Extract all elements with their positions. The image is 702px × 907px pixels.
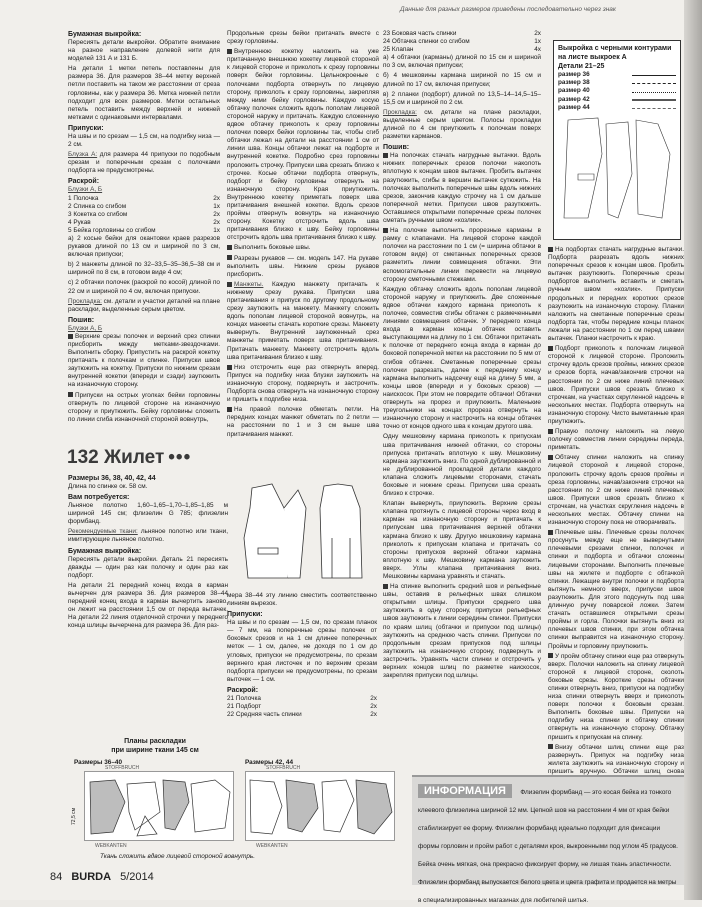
interfacing-text: см. детали и участки деталей на плане раскладки, выделенные серым цветом. [68,297,220,313]
size-label: размер 38 [558,79,590,87]
bullet-icon [227,407,232,412]
text-block [383,583,541,680]
text-block [68,298,220,314]
part-name: Спинка со сгибом [73,202,127,210]
part-number: 22 [227,711,235,719]
bullet-text: Выполнить боковые швы. [234,244,311,252]
part-name: Бейка горловины со сгибом [73,226,156,234]
bullet-text: На правой полочке обметать петли. На передних концах манжет обметать по 2 петли — на расстоянии по 1 и 3 см выше шва притачивания манжет. [227,406,379,438]
heading-cutting: Раскрой: [68,178,100,186]
column-2-lower [227,592,377,752]
fold-label: STOFFBRUCH [105,765,140,771]
text-block [548,529,684,650]
part-name: Рукав [73,218,91,226]
text-block: На детали 21 передний конец входа в карман вычерчен для размера 36. Для размеров 38–44 передний конец входа в карман вычертить заново, он лежит на расстоянии 1,5 см от переда вытачек. На детали 22 линия отделочной строчки у переднего конца шлицы вычерчена для размера 36. Для раз- [68,581,228,630]
caption [100,853,300,863]
part-qty: 1x [213,226,220,234]
part-qty: 2x [370,694,377,702]
text-block: Клапан вывернуть, приутюжить. Верхние срезы клапана протянуть с лицевой стороны через вход в карман на изнаночную сторону и притачать к припускам шва притачивания верхней обтачки кармана близко к шву. Другую мешковину кармана приколоть к припускам клапана и притачать со стороны припусков верхней обтачки кармана вплотную к шву. Мешковину кармана заутюжить вверх. Углы клапана притачивания вниз. Мешковины кармана уравнять и стачать. [383,500,541,580]
part-number: 21 [227,694,235,702]
part-qty: 2x [213,218,220,226]
caption-text: Ткань сложить вдвое лицевой стороной вовнутрь. [100,853,256,860]
text-block: На детали 1 метки петель поставлены для размера 36. Для размеров 38–44 метку верхней петли поставить на таком же расстоянии от среза горловины, как у размера 36. Метка нижней петли подходит для всех размеров. Метки остальных петель поставить между верхней и нижней метками с одинаковыми интервалами. [68,65,220,121]
part-number: 24 [383,38,391,46]
bullet-icon [548,455,553,460]
size-legend [558,71,676,112]
part-number: 1 [68,194,72,202]
width-label-1 [70,795,84,825]
text-block: мера 38–44 эту линию сместить соответственно линиям вырезок. [227,592,377,608]
parts-list-row [383,38,541,46]
part-qty: 2x [213,210,220,218]
text-block: б) 4 мешковины кармана шириной по 15 см и длиной по 17 см, включая припуски; [383,72,541,88]
bullet-text: Низ отстрочить еще раз отвернуть вперед. Припуск на подгибку низа блузки заутюжить на изнаночную сторону, подвернуть и застрочить. Подборта снова отвернуть на изнаночную сторону и пришить к подгибке низа. [227,363,379,404]
text-block: Продольные срезы бейки притачать вместе с срезу горловины. [227,30,379,46]
plan1-label-text: Размеры 36–40 [74,759,123,766]
page-footer [50,871,154,883]
text-block: Пересиять детали выкройки. Обратите внимание на разное направление долевой нити для моделей 131 А и 131 Б. [68,39,220,63]
text-block: a) 2 косые бейки для окантовки краев разрезов рукавов длиной по 13 см и шириной по 3 см, включая припуски; [68,234,220,259]
line-style-solid [632,71,676,76]
part-qty: 2x [534,30,541,37]
text-block [227,406,379,438]
bullet-icon [383,153,388,158]
layout-plan-drawing [85,772,235,842]
text-block [227,244,379,252]
plans-title [95,737,215,757]
box-parts: Детали 21–25 [558,63,605,70]
size-label: размер 36 [558,71,590,78]
brand-name: BURDA [71,871,112,883]
parts-list-row [68,195,220,203]
layout-plan-36-40 [84,765,234,849]
pattern-sketch [558,114,676,224]
page-edge-shadow [684,0,702,900]
bullet-icon [227,365,232,370]
bullet-text: На подбортах стачать нагрудные вытачки. Подборта разрезать вдоль нижних поперечных срезов к концам швов. Пробить вытачек разутюжить. Поперечные срезы подбортов выполнить вставить и сметать ручным швом «козлик». Припуски продольных и передних коротких срезов разутюжить на изнаночную сторону. Планки наложить на сметанные поперечные срезы подборта так, чтобы передние концы планок лежали на расстоянии по 1 см перед швами вытачек. Планки настрочить к краю. [548,246,684,343]
subheading-blouses: Блузки А, Б [68,186,103,194]
heading-materials: Вам потребуется: [68,494,130,502]
part-qty: 2x [370,711,377,719]
parts-list-row [68,211,220,219]
column-1-lower [68,474,228,732]
column-2 [227,30,379,444]
size-legend-row [558,87,676,95]
text-block: Каждую обтачку сложить вдоль пополам лицевой стороной наружу и приутюжить. Две сложенные вдвое обтачки каждого кармана приколоть к полочке, совместив сгибы обтачек с размеченными линиями совмещения обтачек. У переднего конца входа в карман концы обтачек оставить выступающими на длину по 1 см. Обтачки притачать к полочке от переднего конца входа в карман до боковой поперечной метки на расстоянии по 5 мм от сгибов обтачек. Сметанные поперечные срезы полочки разрезать, далее к переднему концу кармана выполнить надсечку ещё на длину 5 мм, а концы швов (впереди и у боковых срезов) — наискосок. При этом не повредите обтачки! Обтачки отвернуть на прорез и приутюжить. Маленькие треугольники на концах прореза отвернуть на изнаночную сторону и настрочить на концы обтачек точно от концов одного шва к концам другого шва. [383,285,541,431]
line-style-dashdot [632,104,676,109]
column-1 [68,30,220,438]
text-block: Льняное полотно 1,60–1,65–1,70–1,85–1,85 м шириной 145 см; флизелин G 785; флизелин формбанд. [68,502,228,526]
part-number: 4 [68,218,72,226]
difficulty-dots: ••• [168,447,192,468]
parts-list-row [227,695,377,703]
text-block [227,281,379,362]
subheading-blouses-sewing: Блузки А, Б [68,324,103,332]
bullet-icon [548,653,553,658]
text-block [548,345,684,426]
heading-sewing-2: Пошив: [383,144,410,152]
text-block [383,227,541,284]
plan2-label-text: Размеры 42, 44 [245,759,294,766]
plans-title-1: Планы раскладки [124,738,186,745]
bullet-text: У пройм обтачку спинки еще раз отвернуть вверх. Полочки наложить на спинку лицевой стороной к лицевой стороне, сколоть боковые срезы. Короткие срезы обтачки спинки отвернуть вниз, припуски на подгибку низа спинки отвернуть вверх и приколоть поверх полочки к боковым срезам. Выполнить боковые швы. Припуски на подгибку низа спинки и обтачку спинки отвернуть на изнаночную сторону. Обтачку пришить к припускам на спинку. [548,652,684,741]
line-style-thick [632,96,676,101]
info-tag: ИНФОРМАЦИЯ [418,784,512,798]
text-block [68,151,220,175]
vest-illustration [232,478,372,588]
bullet-icon [548,530,553,535]
part-number: 5 [68,226,72,234]
box-title: Выкройка с черными контурами на листе выкроек А [558,45,672,61]
page-number: 84 [50,871,63,883]
bullet-text: На полочке выполнить прорезные карманы в рамку с клапанами. На лицевой стороне каждой полочки на расстоянии по 1 см (= ширина обтачки в готовом виде) от сметанных поперечных срезов разметить линии совмещения обтачки. Эти вспомогательные линии перевести на лицевую сторону сметочными стежками. [383,227,541,283]
text-block [227,255,379,279]
bullet-icon [548,744,553,749]
part-qty: 1x [213,202,220,210]
bullet-text: Обтачку спинки наложить на спинку лицевой стороной к лицевой стороне, проложить строчку вдоль срезов проймы и среза горловины, начав/закончив строчки на расстоянии по 2 см ниже линий плечевых швов. Припуски швов срезать близко к строчкам, на участках скругления надсечь в нескольких местах. Обтачку спинки на изнаночную сторону пока не отворачивать. [548,454,684,527]
size-legend-row [558,71,676,79]
selvage-label: WEBKANTEN [95,843,127,849]
heading-paper-pattern-2: Бумажная выкройка: [68,547,142,555]
heading-cutting-2: Раскрой: [227,686,259,694]
cuffs-label: Манжеты. [234,280,264,288]
selvage-label: WEBKANTEN [256,843,288,849]
bullet-text: Верхние срезы полочек и верхний срез спинки присборить между метками-звездочками. Выполнить сборку. Припустить на раскрой кокетку притачать к полочкам и спинке. Припуски швов заутюжить на кокетку. Припуски по нижним срезам внутренней кокетки (впереди и сзади) заутюжить на изнаночную сторону. [68,332,220,389]
part-name: Клапан [391,46,414,54]
bullet-icon [383,228,388,233]
fold-label: STOFFBRUCH [266,765,301,771]
width-text: 72,5 см [71,807,77,825]
blouse-a-text: для размера 44 припуски по подобным срезам и поперечным срезам с полочками подборта не предусмотрены. [68,151,221,175]
text-block [548,246,684,343]
text-block: На швы и по срезам — 1,5 см, по срезам планок — 7 мм, на поперечные срезы полочек от боковых срезов и на 1 см длинее поперечных меток — 1 см, далее, не доходя по 1 см до угловых, припуски не предусмотрены, по срезам верхнего края листочек и по верхним срезам подборта припуски не предусмотрены, по срезам выточек — 1 см. [227,619,377,683]
part-name: Полочка [235,694,261,702]
heading-sewing: Пошив: [68,316,95,324]
text-block: c) 2 обтачки полочек (раскрой по косой) длиной по 22 см и шириной по 4 см, включая припуски. [68,279,220,295]
vest-drawing [232,478,372,588]
interfacing-label: Прокладка: [68,297,102,305]
bullet-icon [227,255,232,260]
part-qty: 2x [213,194,220,202]
part-number: 23 [383,30,391,37]
parts-list [68,195,220,235]
bullet-icon [68,334,73,339]
layout-plan-drawing [246,772,396,842]
bullet-text: Подборт приколоть к полочкам лицевой стороной к лицевой стороне. Проложить строчку вдоль срезов проймы, нижних срезов и срезов борта, начав/закончив строчки на расстоянии по 2 см ниже линий плечевых швов. Припуски швов срезать близко к строчкам, на участках скругленной надсечь в нескольких местах. Подборта отвернуть на изнаночную сторону. Чисто выметанные края приутюжить. [548,345,684,425]
size-legend-row [558,96,676,104]
size-label: размер 44 [558,103,590,111]
part-qty: 2x [370,703,377,711]
header-note: Данные для разных размеров приведены последовательно через знак [400,6,616,13]
bullet-text: На спинке выполнить средний шов и рельефные швы, оставив в рельефных швах слишком открытыми шлицы. Припуски среднего шва заутюжить в одну сторону, припуски рельефных швов заутюжить к линии середины спинки. Припуски по краям шлиц (обтачки и припуски под шлицы) заутюжить на среднюю часть спинки. Припуски по продольным срезам припусков под шлицы заутюжить на изнаночную сторону, подвернуть и застрочить. Уравнять части спинки и отстрочить у верхних концов шлиц по разметке наискосок, закрепляя припуски под шлицы. [383,583,541,680]
size-legend-row [558,104,676,112]
column-3 [383,30,541,770]
text-block: а) 4 обтачки (карманы) длиной по 15 см и шириной по 3 см, включая припуски; [383,54,541,70]
bullet-icon [548,429,553,434]
text-block [68,392,220,424]
heading-allowances: Припуски: [68,124,104,132]
model-title-text: 132 Жилет [67,447,165,468]
interfacing-text: см. детали на плане раскладки, выделенные серым цветом. Полосы прокладки длиной по 4 см приутюжить к полочкам поверх разметки карманов. [383,108,541,141]
heading-paper-pattern: Бумажная выкройка: [68,31,142,38]
heading-allowances-2: Припуски: [227,611,263,619]
info-text: Флизелин формбанд — это косая бейка из тонкого клеевого флизелина шириной 12 мм. Цепной шов на расстоянии 4 мм от края бейки стабилизирует ее форму. Флизелин формбанд идеально подходит для фиксации формы горловин и пройм работ с деталями кроя, выкроенными под углом 45 градусов. Бейка очень мягкая, она прекрасно фиксирует форму, не лишая ткань эластичности. Флизелин формбанд выпускается белого цвета и цвета графита и продается на метры в специализированных магазинах для любителей шитья. [418,789,678,904]
parts-list-row [227,711,377,719]
text-block: b) 2 манжеты длиной по 32–33,5–35–36,5–38 см и шириной по 8 см, в готовом виде 4 см; [68,261,220,277]
text-block [68,528,228,544]
text-block: в) 2 планки (подборт) длиной по 13,5–14–14,5–15–15,5 см и шириной по 2 см. [383,90,541,106]
text-block [227,48,379,242]
parts-list-row [68,203,220,211]
part-number: 3 [68,210,72,218]
parts-list-row [68,219,220,227]
part-number: 2 [68,202,72,210]
bullet-icon [227,49,232,54]
text-block [227,364,379,404]
part-qty: 4x [534,46,541,54]
size-legend-row [558,79,676,87]
text-block: Одну мешковину кармана приколоть к припускам шва притачивания нижней обтачки, со стороны припуска притачать вплотную к шву. Мешковину кармана заутюжить вниз. По одной дублированной и не дублированной прокладкой детали каждого клапана сложить лицевыми сторонами, стачать боковые и нижние срезы. Припуски шва срезать близко к строчке. [383,433,541,498]
size-label: размер 40 [558,87,590,95]
fabric-label: Рекомендуемые ткани: [68,528,138,536]
part-name: Полочка [73,194,99,202]
bullet-text: Плечевые швы. Плечевые срезы полочек просунуть между еще не вывернутыми плечевыми срезами спинки, полочек и спинки и подборта и обтачки сложены лицевыми сторонами. Выполнить плечевые швы на жилете и подборте с обтачкой спинки. Лежащие внутри полочки и подборта вытянуть немного вверх, припуски швов разутюжить. Для этого подсунуть под шва длинную ручку поварской ложки. Затем стачать оставшиеся открытыми срезы проймы и горла. Полочки вытянуть вниз из плечевых швов спинки, при этом обтачка спинки выправится на изнаночную сторону. Проймы и горловину приутюжить. [548,529,684,650]
part-name: Кокетка со сгибом [73,210,128,218]
info-box [412,775,684,904]
bullet-icon [383,584,388,589]
layout-plan-42-44 [245,765,395,849]
part-name: Средняя часть спинки [235,711,302,719]
part-number: 25 [383,46,391,54]
pattern-info-box [553,40,681,240]
column-4 [548,246,684,775]
bullet-text: Внизу обтачки шлиц спинки еще раз развернуть. Припуск на подгибку низа жилета заутюжить на изнаночную сторону и пришить вручную. Обтачки шлиц снова [548,743,684,775]
text-block [548,653,684,742]
bullet-text: Внутреннюю кокетку наложить на уже притачанную внешнюю кокетку лицевой стороной к лицевой стороне и приколоть к срезу горловины поверх бейки горловины. Цельнокроеные с полочками подборта отвернуть по лицевую сторону, приколоть к срезу горловины, закрепляя между ними бейку горловины. Каждую косую обтачку полочек сложить вдоль пополам лицевой стороной наружу и притачать. Каждую сложенную вдвое обтачку приколоть к срезу горловины полочки поверх бейки горловины так, чтобы сгиб обтачки лежал на детали на расстоянии 1 см от линии шва. Концы обтачки лежат на подборте и внутренней кокетке. Подробно срез горловины проложить строчку. Припуски шва срезать близко к строчке. Косые обтачки подборта отвернуть, подборт и бейку горловины отвернуть на изнаночную сторону. Края приутюжить. Внутреннюю кокетку приметать поверх шва притачивания внешней кокетки. Вдоль срезов проймы отвернуть вовнутрь на изнаночную сторону. Кокетку отстрочить вдоль шва притачивания близко к шву. Бейку горловины отстрочить вдоль шва притачивания близко к шву. [227,48,379,242]
parts-list-row [68,227,220,235]
sizes: Размеры 36, 38, 40, 42, 44 [68,475,156,482]
bullet-icon [227,245,232,250]
bullet-text: Правую полочку наложить на левую полочку совместив линии середины переда, приметать. [548,428,684,452]
bullet-text: На полочках стачать нагрудные вытачки. Вдоль нижних поперечных срезов полочки наколоть вплотную к концам швов вытачек. Пробить вытачек разутюжить, сгибы в вершин вытачек сутюжить. На полочках выполнить поперечные швы вдоль нижних срезов, закончив каждую строчку на 1 см дальше поперечной метки. Припуски швов разутюжить. Оставшиеся открытыми поперечные срезы полочек сметать ручными швом «козлик». [383,152,541,224]
parts-list-row [227,703,377,711]
part-number: 21 [227,703,235,711]
bullet-icon [548,346,553,351]
bullet-icon [548,247,553,252]
plans-title-2: при ширине ткани 145 см [111,747,199,754]
bullet-text: Припуски на острых уголках бейки горловины отвернуть по лицевой стороне на изнаночную сторону и приутюжить. Бейку горловины сложить по линии сгиба изнаночной стороной вовнутрь, [68,391,220,423]
back-length: Длина по спинке ок. 58 см. [68,483,148,490]
text-block [548,428,684,452]
part-qty: 1x [534,38,541,46]
model-title [67,446,227,470]
part-name: Боковая часть спинки [391,30,457,37]
parts-list-row [383,30,541,38]
bullet-text: Разрезы рукавов — см. модель 147. На рукаве выполнить швы. Нижние срезы рукавов присборить. [227,254,379,278]
interfacing-label: Прокладка: [383,108,417,116]
text-block: Пересиять детали выкройки. Деталь 21 пересиять дважды — один раз как полочку и один раз как подборт. [68,555,228,579]
line-style-dotted [632,87,676,92]
line-style-dashed [632,79,676,84]
text-block [383,109,541,141]
issue-number: 5/2014 [120,871,154,883]
fabric-text: льняное полотно или ткани, имитирующие льняное полотно. [68,528,228,544]
bullet-icon [68,392,73,397]
bullet-text: Каждую манжету притачать к нижнему срезу рукава. Припуски шва притачивания и припуск по другому продольному срезу заутюжить на манжету. Манжету сложить вдоль пополам лицевой стороной вовнутрь, на концах манжеты стачать короткие срезы. Манжету вывернуть. Внутренний заутюженный срез манжеты приметать поверх шва притачивания. Притачать манжету. Манжету отстрочить вдоль шва притачивания близко к шву. [227,280,379,361]
size-label: размер 42 [558,95,590,103]
bullet-icon [227,282,232,287]
part-name: Подборт [235,703,262,711]
text-block: На швы и по срезам — 1,5 см, на подгибку низа — 2 см. [68,132,220,149]
text-block [383,152,541,225]
blouse-a-label: Блузка А: [68,151,98,159]
text-block [68,333,220,390]
text-block [548,454,684,527]
part-name: Обтачка спинки со сгибом [391,38,470,46]
